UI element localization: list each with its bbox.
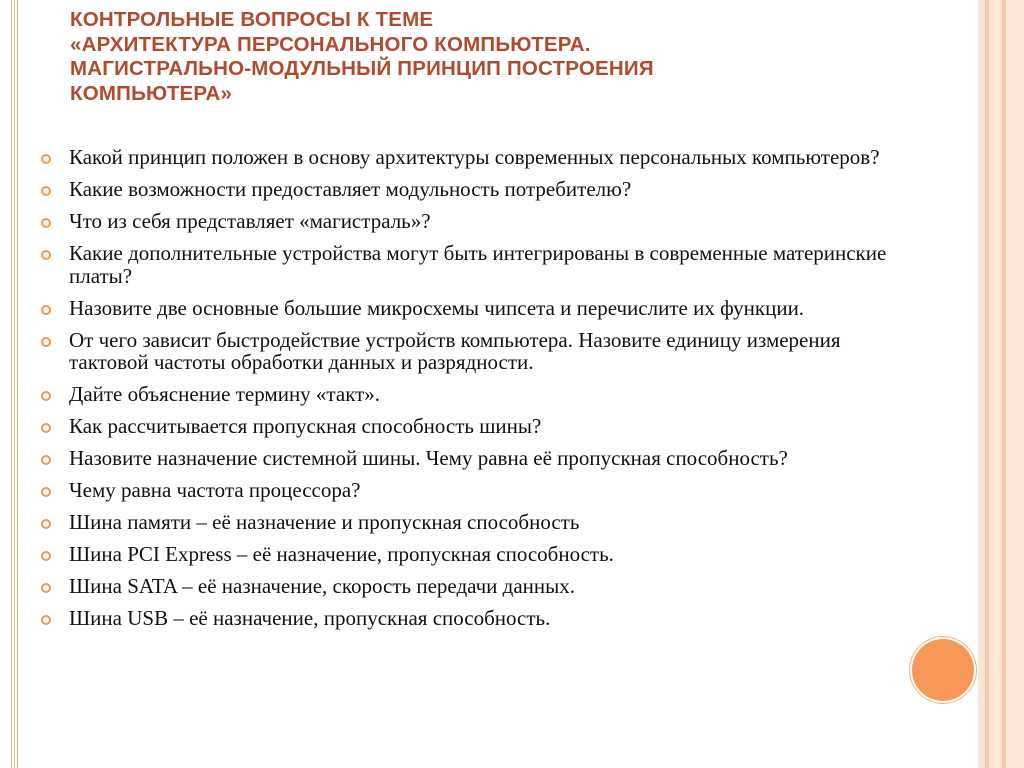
title-line: МАГИСТРАЛЬНО-МОДУЛЬНЫЙ ПРИНЦИП ПОСТРОЕНИЯ bbox=[70, 57, 654, 80]
slide-title bbox=[70, 8, 890, 106]
list-item bbox=[40, 242, 920, 287]
question-text: Назовите назначение системной шины. Чему равна её пропускная способность? bbox=[69, 446, 788, 470]
list-item bbox=[40, 329, 920, 374]
bullet-icon bbox=[41, 551, 51, 561]
bullet-icon bbox=[41, 186, 51, 196]
list-item bbox=[40, 210, 920, 233]
title-line: КОНТРОЛЬНЫЕ ВОПРОСЫ К ТЕМЕ bbox=[70, 8, 434, 31]
list-item bbox=[40, 383, 920, 406]
left-decor-line bbox=[14, 0, 15, 768]
bullet-icon bbox=[41, 423, 51, 433]
question-text: Шина PCI Express – её назначение, пропускная способность. bbox=[69, 542, 614, 566]
question-text: Какой принцип положен в основу архитектуры современных персональных компьютеров? bbox=[69, 145, 880, 169]
list-item bbox=[40, 543, 920, 566]
question-text: От чего зависит быстродействие устройств компьютера. Назовите единицу измерения тактовой частоты обработки данных и разрядности. bbox=[69, 327, 841, 374]
question-text: Чему равна частота процессора? bbox=[69, 478, 361, 502]
question-text: Шина памяти – её назначение и пропускная способность bbox=[69, 510, 580, 534]
title-line: КОМПЬЮТЕРА» bbox=[70, 81, 233, 105]
bullet-icon bbox=[41, 154, 51, 164]
question-text: Как рассчитывается пропускная способность шины? bbox=[69, 414, 542, 438]
question-text: Что из себя представляет «магистраль»? bbox=[69, 209, 431, 233]
question-text: Шина USB – её назначение, пропускная способность. bbox=[69, 606, 551, 630]
bullet-icon bbox=[41, 519, 51, 529]
left-decor-line bbox=[11, 0, 12, 768]
bullet-icon bbox=[41, 391, 51, 401]
question-text: Какие возможности предоставляет модульность потребителю? bbox=[69, 177, 632, 201]
question-text: Назовите две основные большие микросхемы чипсета и перечислите их функции. bbox=[69, 295, 805, 320]
list-item bbox=[40, 297, 920, 320]
right-decor-stripe bbox=[985, 0, 989, 768]
bullet-icon bbox=[41, 487, 51, 497]
question-text: Шина SATA – её назначение, скорость передачи данных. bbox=[69, 574, 576, 598]
title-line: «АРХИТЕКТУРА ПЕРСОНАЛЬНОГО КОМПЬЮТЕРА. bbox=[70, 32, 591, 56]
bullet-icon bbox=[41, 250, 51, 260]
bullet-icon bbox=[41, 583, 51, 593]
accent-circle bbox=[912, 639, 974, 701]
list-item bbox=[40, 607, 920, 630]
bullet-icon bbox=[41, 337, 51, 347]
left-decor-line bbox=[17, 0, 18, 768]
list-item bbox=[40, 511, 920, 534]
list-item bbox=[40, 178, 920, 201]
question-list bbox=[40, 146, 920, 639]
bullet-icon bbox=[41, 455, 51, 465]
question-text: Какие дополнительные устройства могут быть интегрированы в современные материнские платы? bbox=[69, 241, 887, 288]
list-item bbox=[40, 447, 920, 470]
right-decor-stripe bbox=[1002, 0, 1006, 768]
bullet-icon bbox=[41, 305, 51, 315]
bullet-icon bbox=[41, 615, 51, 625]
question-text: Дайте объяснение термину «такт». bbox=[69, 382, 381, 406]
list-item bbox=[40, 479, 920, 502]
list-item bbox=[40, 415, 920, 438]
bullet-icon bbox=[41, 218, 51, 228]
list-item bbox=[40, 146, 920, 169]
list-item bbox=[40, 575, 920, 598]
